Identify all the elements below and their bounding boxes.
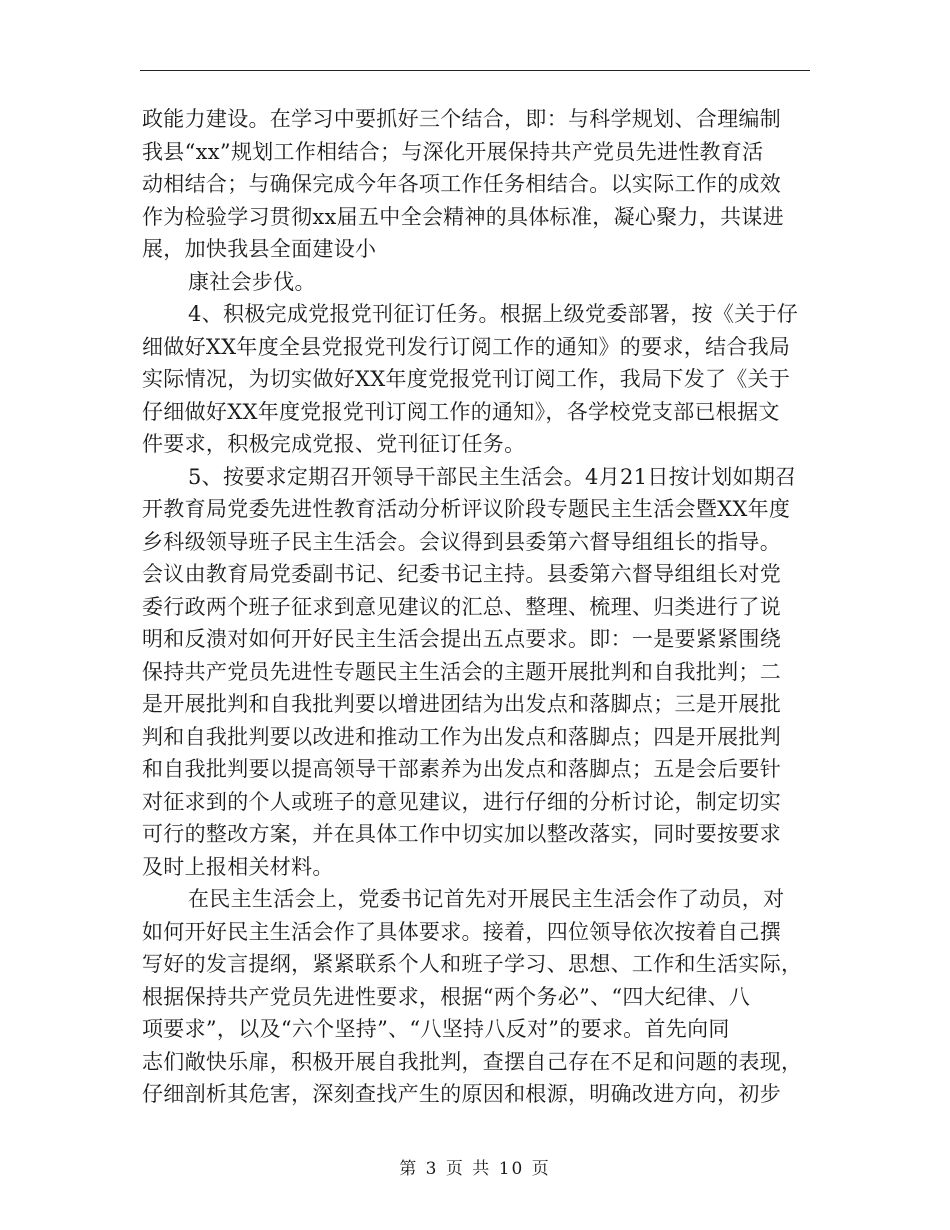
text-line: 明和反溃对如何开好民主生活会提出五点要求。即：一是要紧紧围绕 [142, 627, 781, 651]
text-line: 及时上报相关材料。 [142, 854, 334, 879]
text-line: 乡科级领导班子民主生活会。会议得到县委第六督导组组长的指导。 [142, 529, 781, 554]
text-line: 实际情况，为切实做好XX年度党报党刊订阅工作，我局下发了《关于 [142, 367, 791, 391]
text-line: 康社会步伐。 [188, 269, 316, 294]
text-line: 件要求，积极完成党报、党刊征订任务。 [142, 432, 526, 456]
text-line: 政能力建设。在学习中要抓好三个结合，即：与科学规划、合理编制 [142, 107, 781, 131]
header-rule [140, 70, 810, 71]
text-line: 展，加快我县全面建设小 [142, 237, 377, 261]
text-line: 保持共产党员先进性专题民主生活会的主题开展批判和自我批判；二 [142, 659, 781, 684]
text-line: 写好的发言提纲，紧紧联系个人和班子学习、思想、工作和生活实际， [142, 952, 803, 976]
text-line: 会议由教育局党委副书记、纪委书记主持。县委第六督导组组长对党 [142, 562, 781, 586]
text-line: 我县“xx”规划工作相结合；与深化开展保持共产党员先进性教育活 [142, 139, 764, 164]
text-line: 开教育局党委先进性教育活动分析评议阶段专题民主生活会暨XX年度 [142, 497, 791, 521]
text-line: 是开展批判和自我批判要以增进团结为出发点和落脚点；三是开展批 [142, 692, 781, 716]
text-line: 仔细剖析其危害，深刻查找产生的原因和根源，明确改进方向，初步 [142, 1082, 781, 1106]
text-line: 作为检验学习贯彻xx届五中全会精神的具体标准，凝心聚力，共谋进 [142, 204, 784, 229]
text-line: 在民主生活会上，党委书记首先对开展民主生活会作了动员，对 [188, 887, 785, 911]
text-line: 判和自我批判要以改进和推动工作为出发点和落脚点；四是开展批判 [142, 724, 781, 749]
text-line: 对征求到的个人或班子的意见建议，进行仔细的分析讨论，制定切实 [142, 789, 781, 814]
text-line: 志们敞快乐扉，积极开展自我批判，查摆自己存在不足和问题的表现， [142, 1049, 803, 1074]
text-line: 5、按要求定期召开领导干部民主生活会。4月21日按计划如期召 [188, 464, 797, 489]
text-line: 可行的整改方案，并在具体工作中切实加以整改落实，同时要按要求 [142, 822, 781, 846]
text-line: 根据保持共产党员先进性要求，根据“两个务必”、“四大纪律、八 [142, 984, 751, 1009]
text-line: 委行政两个班子征求到意见建议的汇总、整理、梳理、归类进行了说 [142, 594, 781, 619]
text-line: 和自我批判要以提高领导干部素养为出发点和落脚点；五是会后要针 [142, 757, 781, 781]
document-body [142, 103, 810, 1111]
page-number-footer: 第 3 页 共 10 页 [399, 1159, 551, 1179]
text-line: 动相结合；与确保完成今年各项工作任务相结合。以实际工作的成效 [142, 172, 781, 196]
text-line: 项要求”，以及“六个坚持”、“八坚持八反对”的要求。首先向同 [142, 1017, 730, 1041]
text-line: 4、积极完成党报党刊征订任务。根据上级党委部署，按《关于仔 [188, 302, 799, 326]
text-line: 如何开好民主生活会作了具体要求。接着，四位领导依次按着自己撰 [142, 919, 781, 944]
text-line: 仔细做好XX年度党报党刊订阅工作的通知》，各学校党支部已根据文 [142, 399, 780, 424]
text-line: 细做好XX年度全县党报党刊发行订阅工作的通知》的要求，结合我局 [142, 334, 791, 359]
